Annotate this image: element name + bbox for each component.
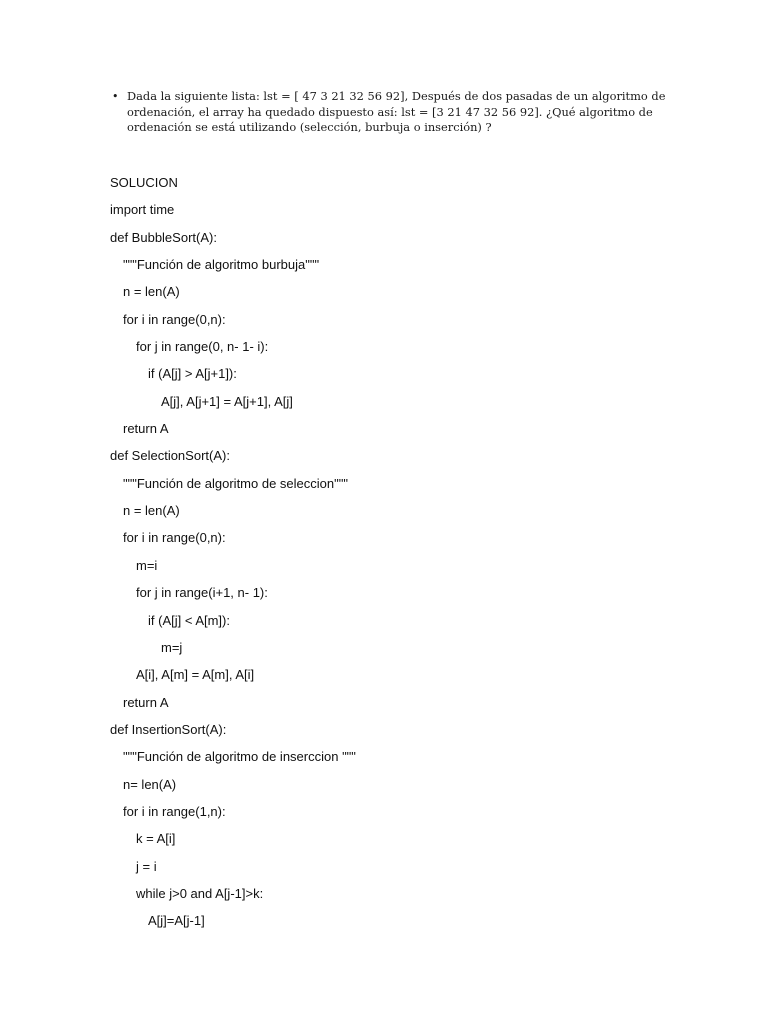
code-line: n = len(A) [123,503,180,519]
code-line: j = i [136,858,157,874]
code-line: import time [110,202,175,218]
code-line: k = A[i] [136,831,176,847]
solution-block [110,173,356,939]
code-line: def SelectionSort(A): [110,448,230,464]
code-line: return A [123,694,169,710]
question-line: Dada la siguiente lista: lst = [ 47 3 21 32 56 92], Después de dos pasadas de un algoritmo de [127,89,666,103]
code-line: """Función de algoritmo burbuja""" [123,257,320,273]
code-line: A[j]=A[j-1] [148,913,205,929]
question-line: ordenación se está utilizando (selección, burbuja o inserción) ? [127,120,492,135]
code-line: while j>0 and A[j-1]>k: [136,885,264,901]
code-line: n= len(A) [123,776,177,792]
code-line: n = len(A) [123,284,180,300]
code-line: m=i [136,557,158,573]
code-line: def BubbleSort(A): [110,229,217,245]
code-line: if (A[j] < A[m]): [148,612,230,628]
code-line: def InsertionSort(A): [110,721,227,737]
code-line: """Función de algoritmo de inserccion """ [123,749,356,765]
code-line: for i in range(1,n): [123,803,226,819]
code-line: m=j [161,639,183,655]
code-line: for i in range(0,n): [123,311,226,327]
bullet-icon: • [112,90,119,103]
question-line: ordenación, el array ha quedado dispuesto así: lst = [3 21 47 32 56 92]. ¿Qué algoritmo de [127,104,653,119]
code-line: if (A[j] > A[j+1]): [148,366,237,382]
code-line: for i in range(0,n): [123,530,226,546]
code-line: A[j], A[j+1] = A[j+1], A[j] [161,393,293,409]
code-line: for j in range(i+1, n- 1): [136,585,268,601]
code-line: return A [123,421,169,437]
solution-heading: SOLUCION [110,175,178,190]
code-line: A[i], A[m] = A[m], A[i] [136,667,255,683]
question-text [127,89,666,136]
code-line: for j in range(0, n- 1- i): [136,339,269,355]
question-block [112,89,666,136]
code-line: """Función de algoritmo de seleccion""" [123,475,348,491]
